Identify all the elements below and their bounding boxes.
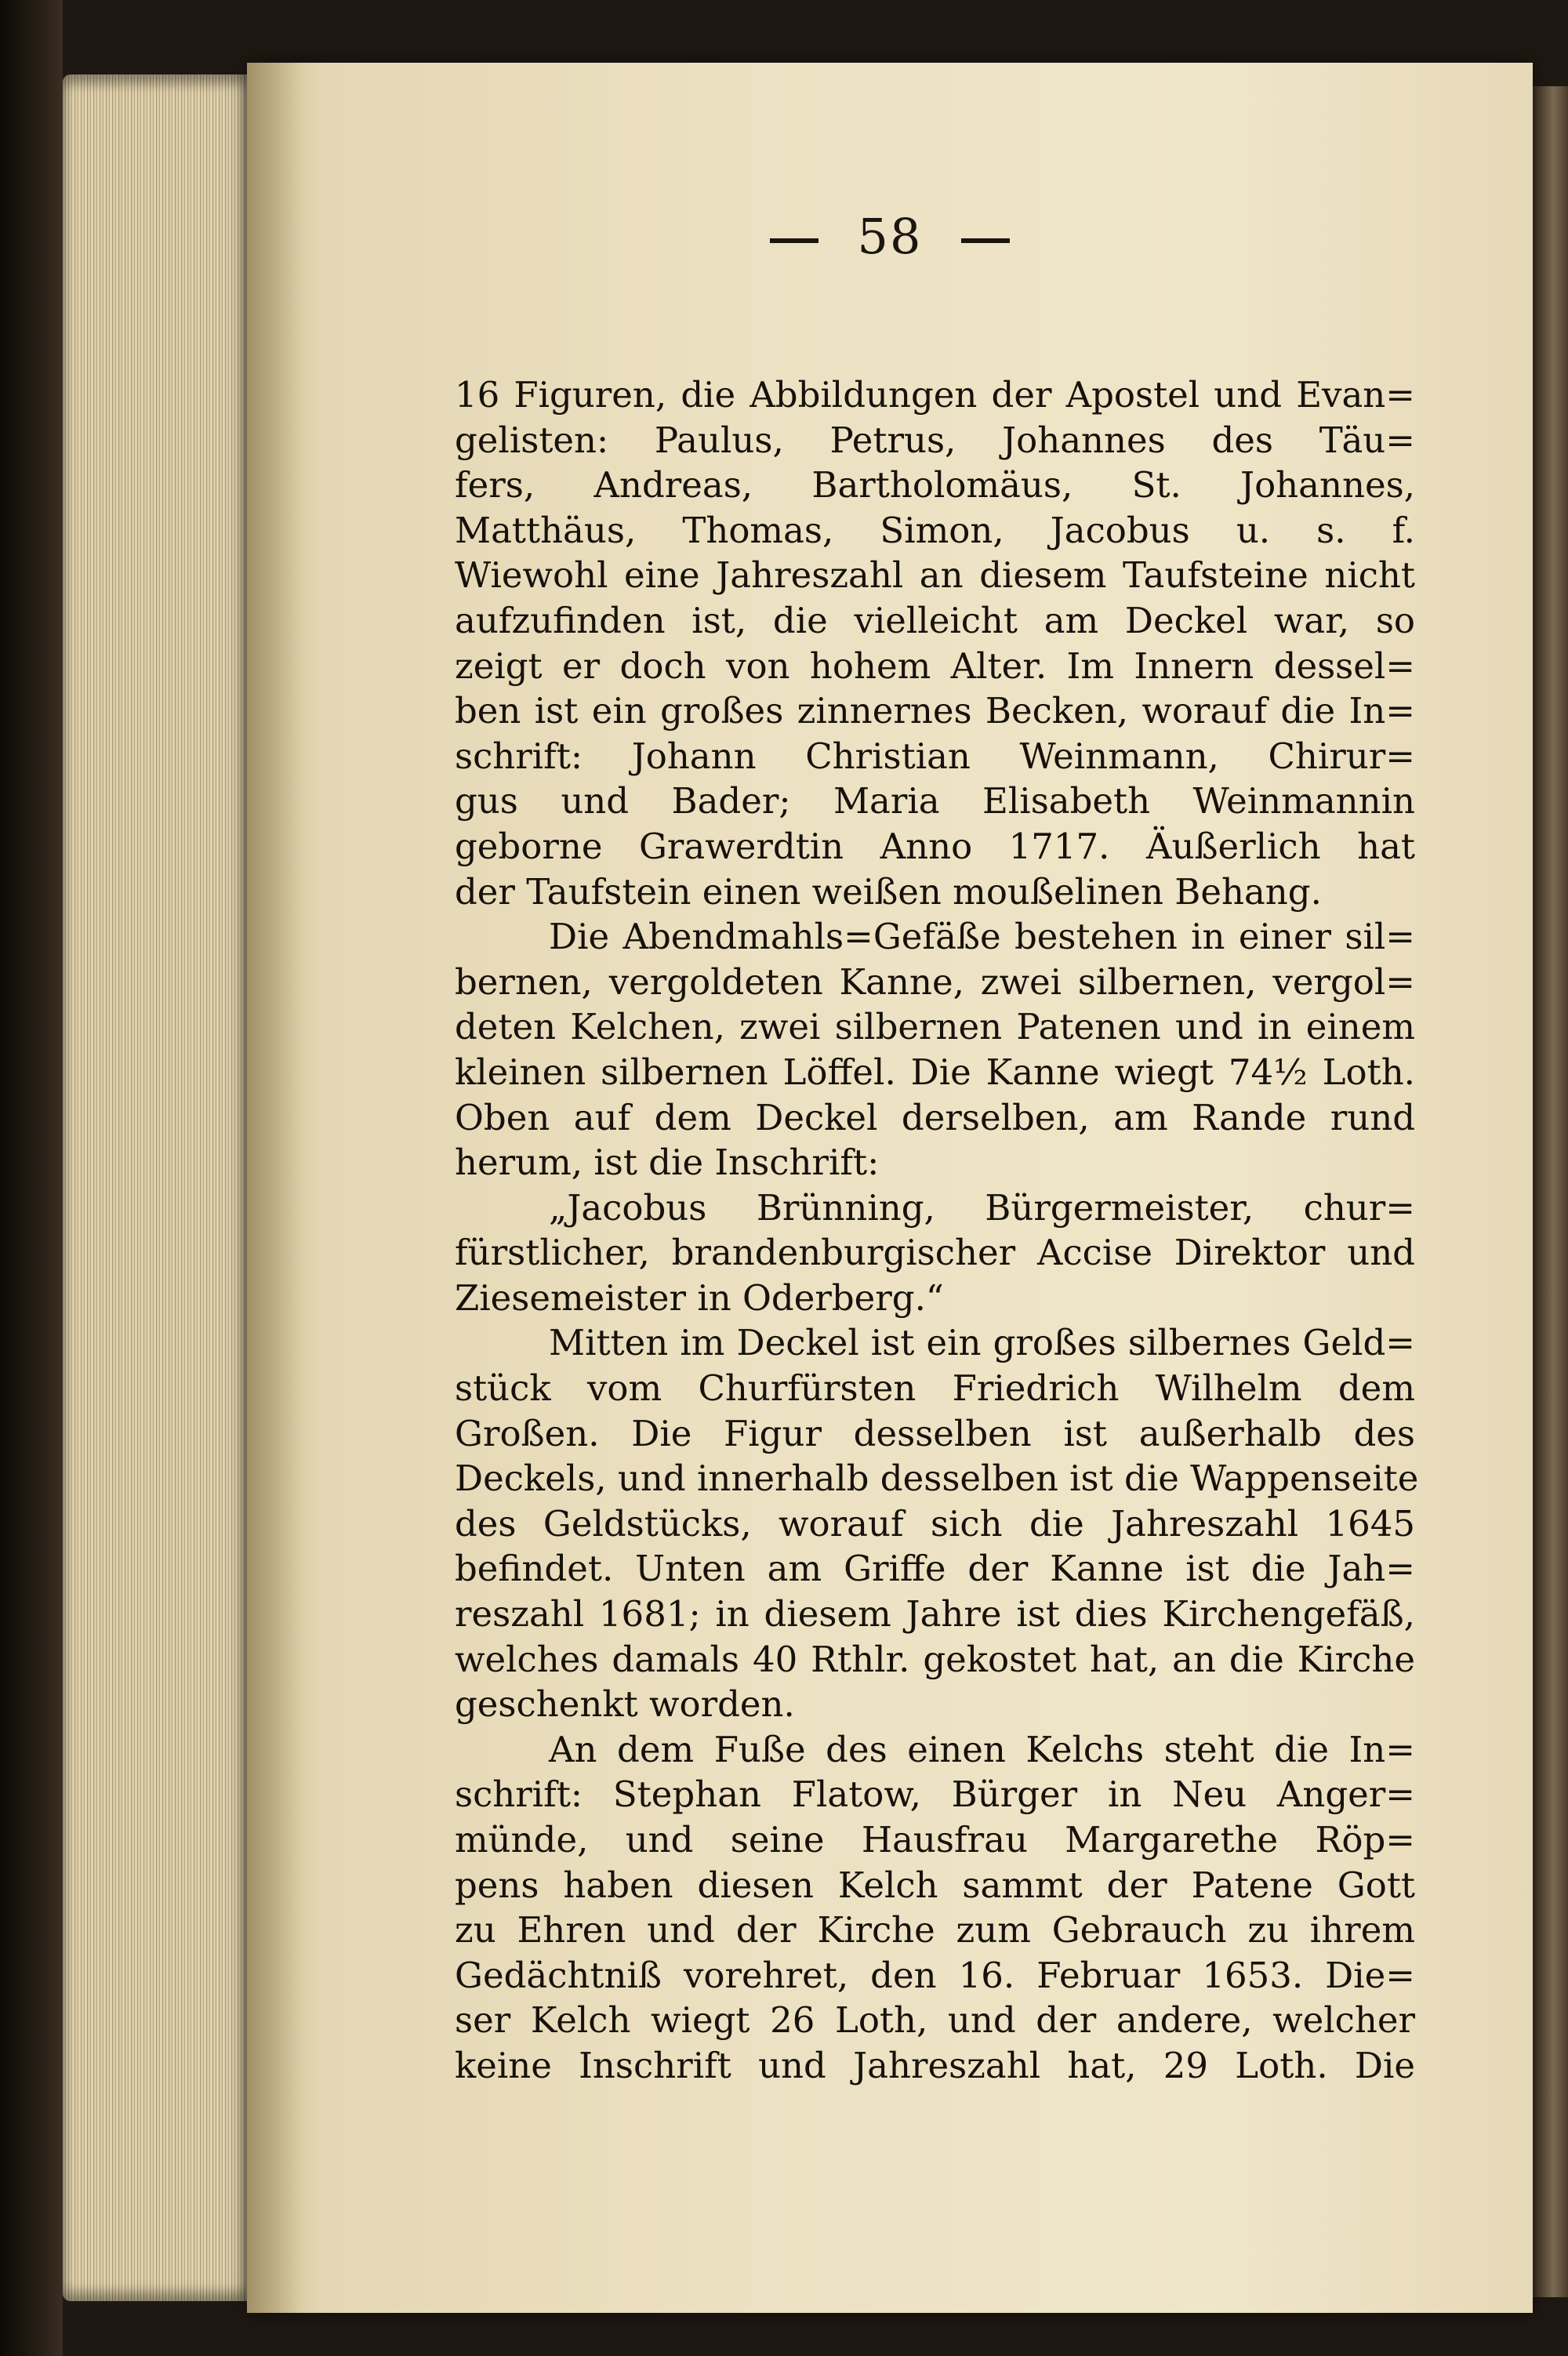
text-line: welches damals 40 Rthlr. gekostet hat, an die Kirche [455,1638,1415,1680]
text-line: „Jacobus Brünning, Bürgermeister, chur= [549,1186,1415,1229]
text-line: 16 Figuren, die Abbildungen der Apostel und Evan= [455,374,1415,416]
page-number: 58 [857,208,923,265]
text-line: gus und Bader; Maria Elisabeth Weinmannin [455,780,1415,822]
text-line: Oben auf dem Deckel derselben, am Rande rund [455,1096,1415,1138]
text-line: der Taufstein einen weißen moußelinen Behang. [455,870,1322,913]
text-line: schrift: Johann Christian Weinmann, Chirur= [455,735,1415,777]
book-page [247,63,1533,2313]
text-line: pens haben diesen Kelch sammt der Patene Gott [455,1864,1415,1906]
text-line: ben ist ein großes zinnernes Becken, worauf die In= [455,690,1415,732]
book-cover [0,0,63,2356]
text-line: des Geldstücks, worauf sich die Jahreszahl 1645 [455,1502,1415,1545]
facing-page-edge [1533,86,1568,2297]
text-line: zu Ehren und der Kirche zum Gebrauch zu ihrem [455,1909,1415,1951]
text-line: keine Inschrift und Jahreszahl hat, 29 Loth. Die [455,2044,1415,2086]
text-line: schrift: Stephan Flatow, Bürger in Neu Anger= [455,1773,1415,1816]
text-line: zeigt er doch von hohem Alter. Im Innern dessel= [455,644,1415,687]
text-line: gelisten: Paulus, Petrus, Johannes des Täu= [455,419,1415,461]
text-line: Wiewohl eine Jahreszahl an diesem Taufsteine nicht [455,554,1415,597]
text-line: geschenkt worden. [455,1683,795,1726]
text-line: deten Kelchen, zwei silbernen Patenen und in einem [455,1006,1415,1048]
header-dash-left [770,238,818,243]
text-line: geborne Grawerdtin Anno 1717. Äußerlich hat [455,825,1415,867]
text-line: bernen, vergoldeten Kanne, zwei silbernen, vergol= [455,960,1415,1003]
page-text [455,372,1419,2089]
text-line: Die Abendmahls=Gefäße bestehen in einer sil= [549,916,1415,958]
text-line: stück vom Churfürsten Friedrich Wilhelm dem [455,1367,1415,1410]
text-line: fürstlicher, brandenburgischer Accise Direktor und [455,1232,1415,1274]
text-line: fers, Andreas, Bartholomäus, St. Johannes, [455,464,1415,506]
text-line: Deckels, und innerhalb desselben ist die Wappenseite [455,1458,1419,1500]
text-line: aufzufinden ist, die vielleicht am Deckel war, so [455,599,1415,641]
text-line: Großen. Die Figur desselben ist außerhalb des [455,1412,1415,1454]
page-edges [63,74,247,2301]
text-line: reszahl 1681; in diesem Jahre ist dies Kirchengefäß, [455,1593,1415,1635]
text-line: herum, ist die Inschrift: [455,1142,880,1184]
text-line: Gedächtniß vorehret, den 16. Februar 1653. Die= [455,1954,1415,1996]
text-line: befindet. Unten am Griffe der Kanne ist die Jah= [455,1548,1415,1590]
text-line: kleinen silbernen Löffel. Die Kanne wiegt 74½ Loth. [455,1051,1415,1093]
text-line: Ziesemeister in Oderberg.“ [455,1276,944,1319]
text-line: münde, und seine Hausfrau Margarethe Röp= [455,1819,1415,1860]
page-header [247,208,1533,265]
text-line: Matthäus, Thomas, Simon, Jacobus u. s. f. [455,509,1415,551]
header-dash-right [961,238,1010,243]
text-line: Mitten im Deckel ist ein großes silbernes Geld= [549,1322,1415,1364]
text-line: An dem Fuße des einen Kelchs steht die In= [549,1728,1415,1770]
text-line: ser Kelch wiegt 26 Loth, und der andere, welcher [455,1999,1415,2042]
